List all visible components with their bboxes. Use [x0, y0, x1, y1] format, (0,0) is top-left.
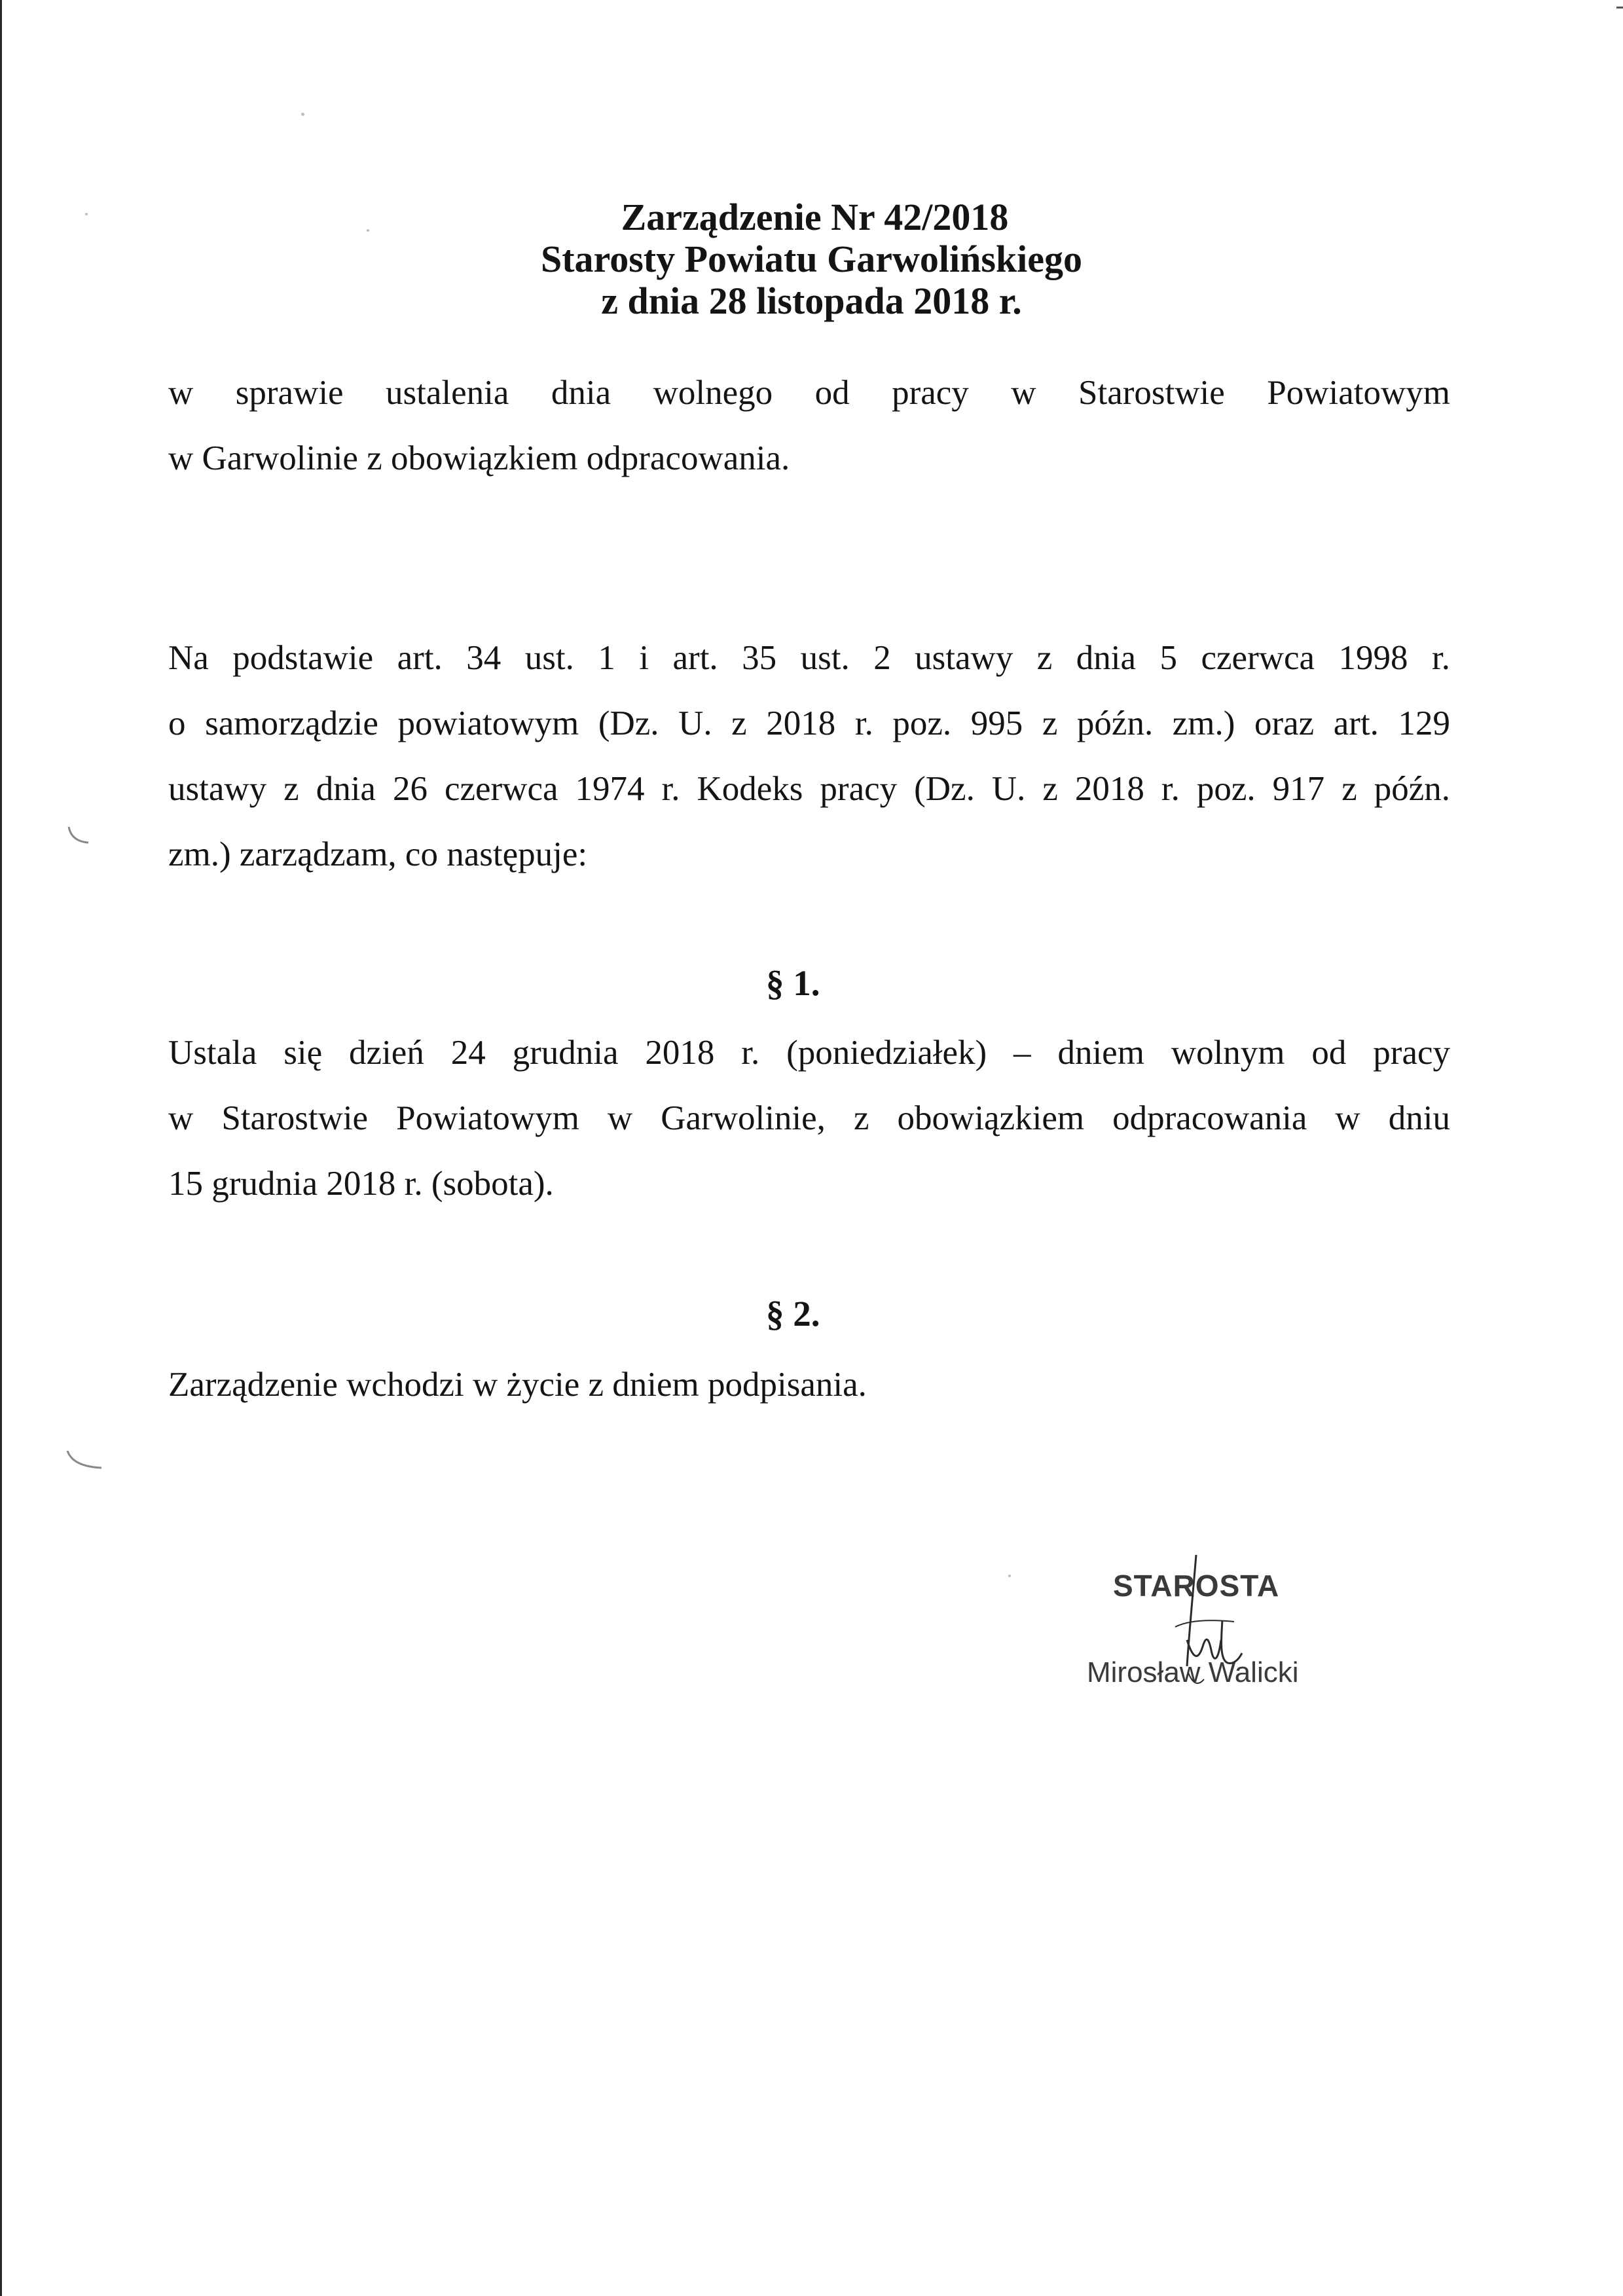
section-2-heading: § 2.	[766, 1294, 820, 1334]
handwritten-signature-icon	[1149, 1542, 1260, 1692]
scan-speck	[1008, 1575, 1011, 1577]
section-1-line: w Starostwie Powiatowym w Garwolinie, z obowiązkiem odpracowania w dniu	[168, 1099, 1450, 1137]
scan-mark	[1616, 7, 1623, 9]
subject-line: w sprawie ustalenia dnia wolnego od pracy w Starostwie Powiatowym	[168, 374, 1450, 412]
section-1-line: Ustala się dzień 24 grudnia 2018 r. (poniedziałek) – dniem wolnym od pracy	[168, 1034, 1450, 1072]
stamp-name: Mirosław Walicki	[1087, 1656, 1299, 1688]
legal-basis-paragraph	[168, 625, 1450, 887]
legal-basis-line: zm.) zarządzam, co następuje:	[168, 835, 588, 873]
section-1-body	[168, 1020, 1450, 1216]
document-date: z dnia 28 listopada 2018 r.	[601, 280, 1022, 322]
section-1-line: 15 grudnia 2018 r. (sobota).	[168, 1165, 554, 1203]
stamp-title: STAROSTA	[1113, 1569, 1280, 1603]
section-2-body	[168, 1352, 1450, 1417]
scan-edge	[0, 0, 2, 2296]
legal-basis-line: o samorządzie powiatowym (Dz. U. z 2018 r. poz. 995 z późn. zm.) oraz art. 129	[168, 704, 1450, 742]
section-2-line: Zarządzenie wchodzi w życie z dniem podpisania.	[168, 1366, 867, 1404]
scan-speck	[301, 113, 304, 116]
document-header	[0, 196, 1623, 322]
section-1-heading: § 1.	[766, 963, 820, 1003]
legal-basis-line: ustawy z dnia 26 czerwca 1974 r. Kodeks pracy (Dz. U. z 2018 r. poz. 917 z późn.	[168, 770, 1450, 808]
legal-basis-line: Na podstawie art. 34 ust. 1 i art. 35 ust. 2 ustawy z dnia 5 czerwca 1998 r.	[168, 639, 1450, 677]
document-issuer: Starosty Powiatu Garwolińskiego	[540, 238, 1083, 280]
subject-line: w Garwolinie z obowiązkiem odpracowania.	[168, 439, 790, 477]
scan-artifact-mark	[62, 822, 101, 861]
subject-paragraph	[168, 360, 1450, 491]
official-stamp	[1087, 1542, 1309, 1712]
document-title: Zarządzenie Nr 42/2018	[621, 196, 1009, 238]
scan-artifact-mark	[62, 1447, 115, 1486]
